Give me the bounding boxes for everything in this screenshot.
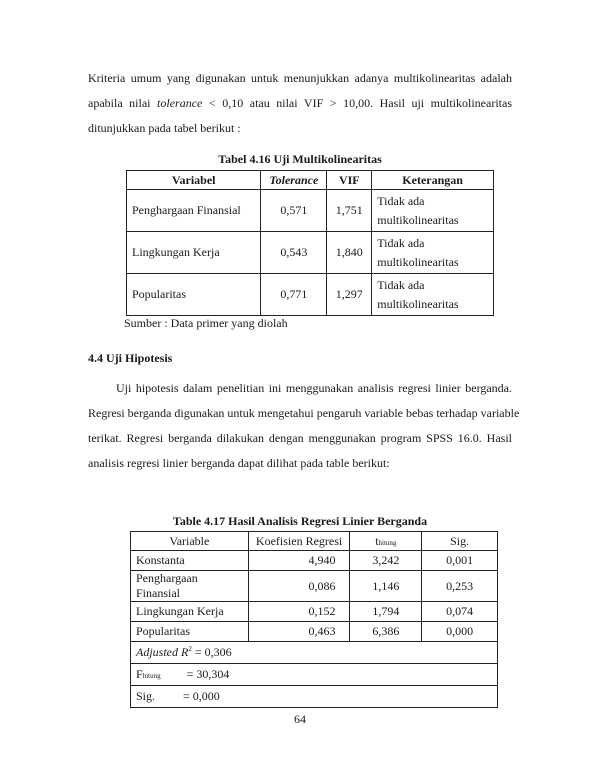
table1-cell-variabel: Popularitas [127, 274, 261, 316]
table2-sig-row [131, 686, 498, 708]
table2-cell-t: 1,146 [350, 571, 422, 602]
table1-header-row [127, 171, 494, 190]
table2-cell-variable: Popularitas [131, 622, 249, 642]
table1-header-keterangan: Keterangan [372, 171, 494, 190]
table2-cell-koef: 4,940 [248, 551, 350, 571]
table2-cell-sig: 0,074 [422, 602, 498, 622]
table2-cell-sig: 0,000 [422, 622, 498, 642]
hypothesis-line-4: analisis regresi linier berganda dapat dilihat pada table berikut: [88, 456, 390, 470]
hypothesis-line-2: Regresi berganda digunakan untuk mengetahui pengaruh variable bebas terhadap variable [88, 406, 520, 420]
table1-cell-vif: 1,840 [327, 232, 372, 274]
intro-line-2: apabila nilai tolerance < 0,10 atau nilai VIF > 10,00. Hasil uji multikolinearitas [88, 96, 512, 110]
table2-cell-variable: Lingkungan Kerja [131, 602, 249, 622]
sig-cell: Sig. = 0,000 [131, 686, 498, 708]
table1-cell-vif: 1,751 [327, 190, 372, 232]
table1-cell-keterangan: Tidak ada multikolinearitas [372, 274, 494, 316]
table2-cell-t: 3,242 [350, 551, 422, 571]
table2-cell-koef: 0,152 [248, 602, 350, 622]
hypothesis-line-3: terikat. Regresi berganda dilakukan dengan menggunakan program SPSS 16.0. Hasil [88, 431, 512, 445]
table-row [131, 622, 498, 642]
table1-header-vif: VIF [327, 171, 372, 190]
table2-cell-sig: 0,253 [422, 571, 498, 602]
multicollinearity-table [126, 170, 494, 316]
table-row [131, 602, 498, 622]
table2-cell-t: 6,386 [350, 622, 422, 642]
page-number: 64 [294, 712, 306, 726]
intro-paragraph [88, 66, 512, 141]
table2-caption: Table 4.17 Hasil Analisis Regresi Linier Berganda [172, 514, 428, 528]
hypothesis-line-1: Uji hipotesis dalam penelitian ini menggunakan analisis regresi linier berganda. [116, 381, 512, 395]
table2-cell-koef: 0,463 [248, 622, 350, 642]
table1-cell-variabel: Lingkungan Kerja [127, 232, 261, 274]
table1-cell-keterangan: Tidak ada multikolinearitas [372, 232, 494, 274]
table-row [127, 232, 494, 274]
intro-line-1: Kriteria umum yang digunakan untuk menunjukkan adanya multikolinearitas adalah [88, 71, 512, 85]
table1-header-variabel: Variabel [127, 171, 261, 190]
table2-cell-sig: 0,001 [422, 551, 498, 571]
intro-line-3: ditunjukkan pada tabel berikut : [88, 121, 241, 135]
hypothesis-paragraph [88, 376, 520, 476]
table2-cell-variable: Konstanta [131, 551, 249, 571]
table2-cell-variable: Penghargaan Finansial [131, 571, 249, 602]
table2-adjusted-r-row [131, 642, 498, 664]
table-row [131, 551, 498, 571]
table2-header-t: thitung [350, 532, 422, 551]
table1-cell-vif: 1,297 [327, 274, 372, 316]
table2-header-variable: Variable [131, 532, 249, 551]
table1-cell-tolerance: 0,571 [261, 190, 327, 232]
section-heading: 4.4 Uji Hipotesis [88, 351, 173, 365]
table1-caption: Tabel 4.16 Uji Multikolinearitas [218, 152, 382, 166]
table1-cell-tolerance: 0,543 [261, 232, 327, 274]
table-row [131, 571, 498, 602]
f-hitung-cell: Fhitung = 30,304 [131, 664, 498, 686]
tolerance-term: tolerance [157, 96, 203, 110]
table2-header-sig: Sig. [422, 532, 498, 551]
table1-cell-tolerance: 0,771 [261, 274, 327, 316]
table2-f-row [131, 664, 498, 686]
table2-cell-koef: 0,086 [248, 571, 350, 602]
table-row [127, 190, 494, 232]
adjusted-r-cell: Adjusted $R^2 = 0,306$ [131, 642, 498, 664]
table2-header-koefisien: Koefisien Regresi [248, 532, 350, 551]
table2-header-row [131, 532, 498, 551]
regression-table [130, 531, 498, 708]
table1-header-tolerance: Tolerance [261, 171, 327, 190]
table-row [127, 274, 494, 316]
table1-cell-keterangan: Tidak ada multikolinearitas [372, 190, 494, 232]
table1-cell-variabel: Penghargaan Finansial [127, 190, 261, 232]
table2-cell-t: 1,794 [350, 602, 422, 622]
table1-source-note: Sumber : Data primer yang diolah [124, 316, 288, 330]
